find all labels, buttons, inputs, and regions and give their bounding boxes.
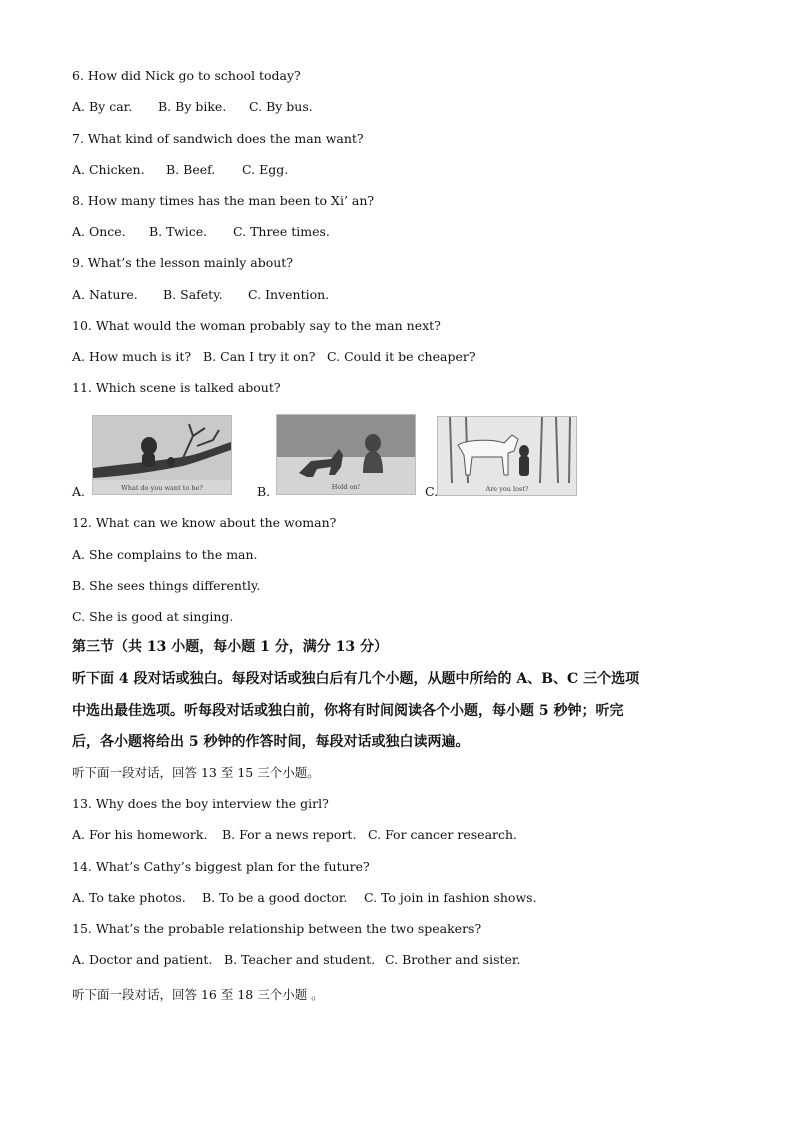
- option-b: B. For a news report.: [222, 827, 357, 842]
- picture-label-c: C.: [425, 484, 439, 499]
- dialog-13-15-intro: 听下面一段对话，回答 13 至 15 三个小题。: [72, 765, 320, 780]
- option-b: B. Twice.: [149, 224, 208, 239]
- option-c: C. For cancer research.: [368, 827, 518, 842]
- option-c: C. Invention.: [248, 287, 330, 302]
- question-10: 10. What would the woman probably say to the man next?: [72, 318, 441, 333]
- question-9: 9. What’s the lesson mainly about?: [72, 255, 293, 270]
- options-8: [72, 224, 330, 240]
- options-9: [72, 287, 329, 303]
- option-a: A. Nature.: [72, 287, 138, 302]
- picture-c-caption: Are you lost?: [485, 485, 529, 493]
- question-12: 12. What can we know about the woman?: [72, 515, 337, 530]
- options-14: [72, 890, 537, 906]
- option-c: C. By bus.: [249, 99, 313, 114]
- option-b: B. Teacher and student.: [224, 952, 376, 967]
- dialog-16-18-intro: 听下面一段对话，回答 16 至 18 三个小题 。: [72, 987, 324, 1002]
- option-c: C. Could it be cheaper?: [327, 349, 476, 364]
- option-c: C. Egg.: [242, 162, 289, 177]
- options-13: [72, 827, 517, 843]
- option-b: B. By bike.: [158, 99, 227, 114]
- picture-a: [92, 415, 232, 495]
- option-12-c: C. She is good at singing.: [72, 609, 234, 624]
- option-a: A. For his homework.: [72, 827, 208, 842]
- question-11: 11. Which scene is talked about?: [72, 380, 281, 395]
- section-3-instructions-2: 中选出最佳选项。听每段对话或独白前，你将有时间阅读各个小题，每小题 5 秒钟；听完: [72, 703, 624, 719]
- option-b: B. Can I try it on?: [203, 349, 316, 364]
- option-12-a: A. She complains to the man.: [72, 547, 258, 562]
- option-c: C. To join in fashion shows.: [364, 890, 537, 905]
- option-12-b: B. She sees things differently.: [72, 578, 261, 593]
- options-15: [72, 952, 520, 968]
- section-3-instructions-1: 听下面 4 段对话或独白。每段对话或独白后有几个小题，从题中所给的 A、B、C 三个选项: [72, 671, 640, 687]
- question-15: 15. What’s the probable relationship between the two speakers?: [72, 921, 482, 936]
- picture-b: [276, 414, 416, 495]
- section-3-title: 第三节（共 13 小题，每小题 1 分，满分 13 分）: [72, 639, 388, 655]
- options-7: [72, 162, 288, 178]
- picture-b-illustration: [277, 415, 415, 494]
- option-a: A. By car.: [72, 99, 133, 114]
- question-14: 14. What’s Cathy’s biggest plan for the future?: [72, 859, 370, 874]
- option-a: A. Doctor and patient.: [72, 952, 213, 967]
- option-a: A. To take photos.: [72, 890, 186, 905]
- option-a: A. Once.: [72, 224, 126, 239]
- picture-c-illustration: [438, 417, 576, 495]
- question-6: 6. How did Nick go to school today?: [72, 68, 301, 83]
- question-13: 13. Why does the boy interview the girl?: [72, 796, 329, 811]
- option-b: B. To be a good doctor.: [202, 890, 348, 905]
- picture-a-illustration: [93, 416, 231, 494]
- option-b: B. Safety.: [163, 287, 223, 302]
- option-c: C. Three times.: [233, 224, 330, 239]
- question-7: 7. What kind of sandwich does the man want?: [72, 131, 364, 146]
- picture-a-caption: What do you want to be?: [121, 484, 203, 492]
- option-a: A. How much is it?: [72, 349, 192, 364]
- question-8: 8. How many times has the man been to Xi’ an?: [72, 193, 375, 208]
- option-a: A. Chicken.: [72, 162, 145, 177]
- picture-c: [437, 416, 577, 496]
- picture-label-a: A.: [72, 484, 86, 499]
- option-c: C. Brother and sister.: [385, 952, 521, 967]
- options-6: [72, 99, 313, 115]
- options-10: [72, 349, 476, 365]
- picture-b-caption: Hold on!: [331, 483, 361, 491]
- picture-label-b: B.: [257, 484, 271, 499]
- section-3-instructions-3: 后，各小题将给出 5 秒钟的作答时间，每段对话或独白读两遍。: [72, 734, 470, 750]
- option-b: B. Beef.: [166, 162, 216, 177]
